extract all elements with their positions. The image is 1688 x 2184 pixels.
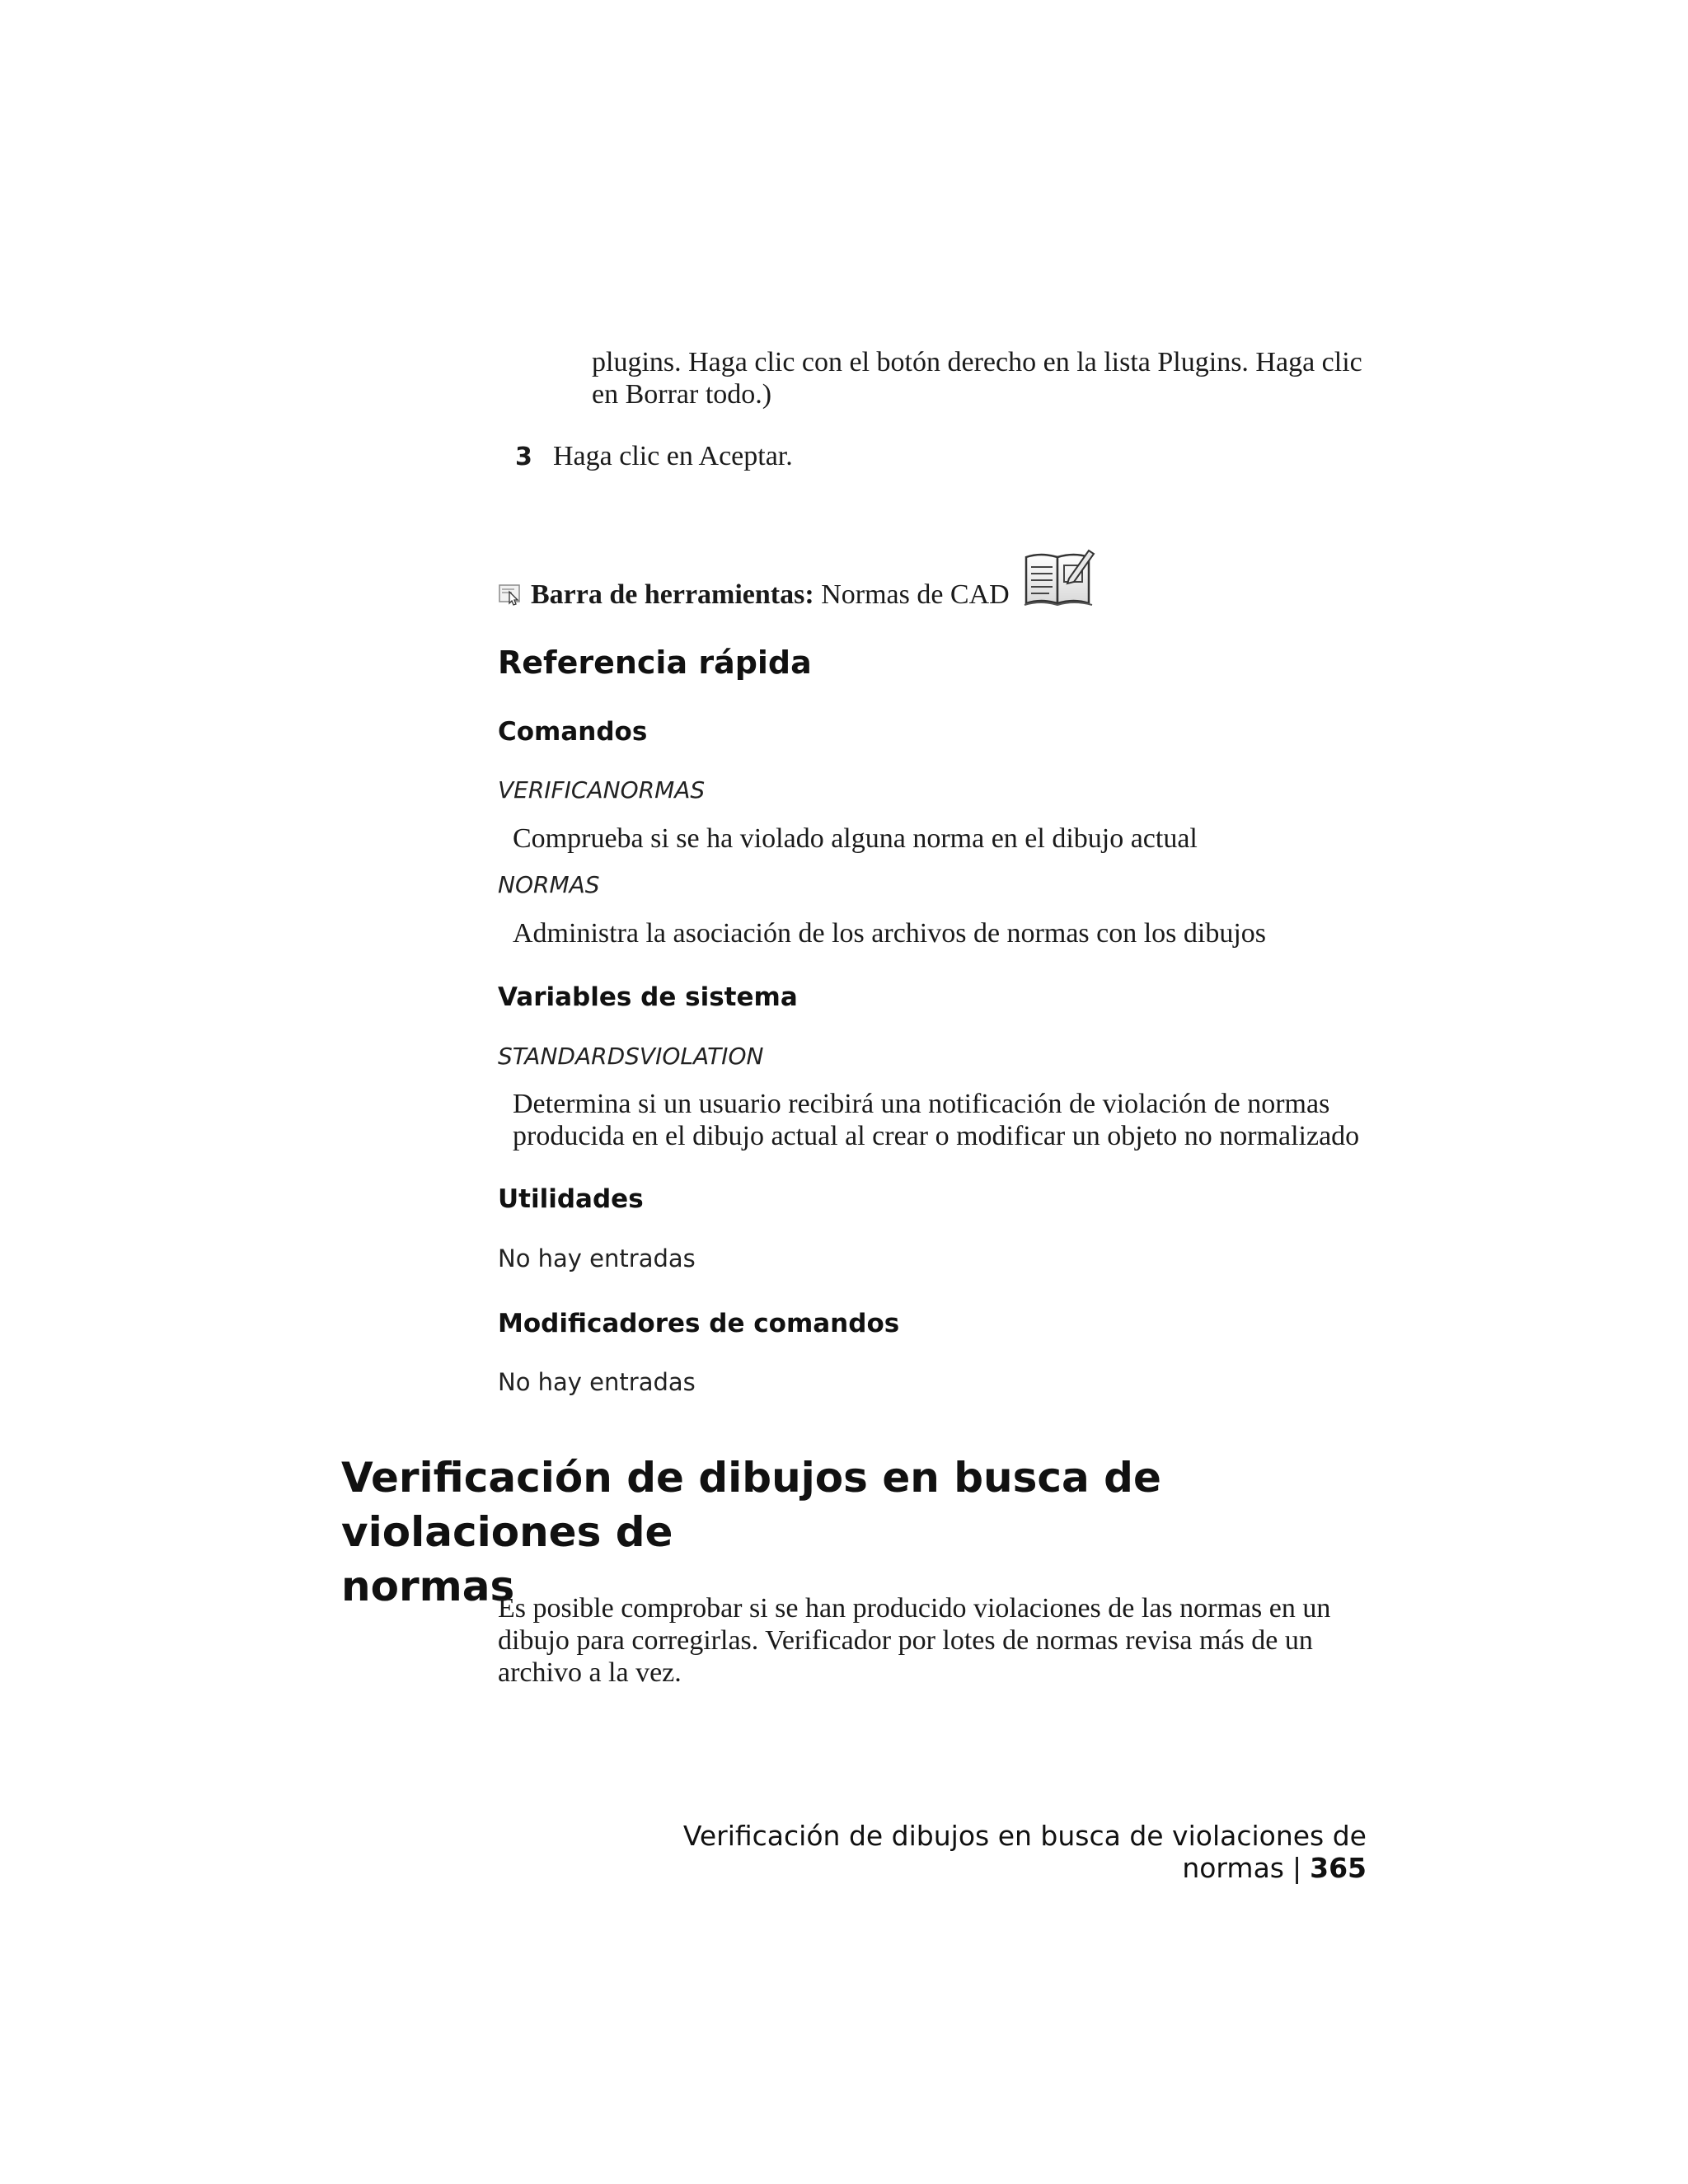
- system-variable-name: STANDARDSVIOLATION: [498, 1043, 764, 1070]
- section-title-line-2: normas: [341, 1563, 515, 1610]
- toolbar-pointer-icon: [498, 582, 523, 607]
- continuation-line-2: en Borrar todo.): [592, 379, 772, 410]
- step-continuation-text: [592, 346, 1383, 410]
- command-modifiers-empty-text: No hay entradas: [498, 1368, 696, 1396]
- running-title: Verificación de dibujos en busca de violaciones de normas: [682, 1820, 1367, 1884]
- continuation-line-1: plugins. Haga clic con el botón derecho en la lista Plugins. Haga clic: [592, 347, 1362, 377]
- page-footer: [498, 1820, 1367, 1884]
- quick-reference-heading: Referencia rápida: [498, 644, 812, 681]
- system-variables-heading: Variables de sistema: [498, 982, 798, 1012]
- step-number: 3: [515, 443, 532, 471]
- cad-standards-book-icon: [1021, 546, 1095, 610]
- system-variable-description-line-1: Determina si un usuario recibirá una notificación de violación de normas: [513, 1089, 1330, 1119]
- toolbar-reference: [498, 562, 1404, 626]
- step-text: Haga clic en Aceptar.: [553, 441, 793, 471]
- footer-separator: |: [1292, 1852, 1302, 1884]
- section-title: [341, 1451, 1413, 1614]
- section-body-line-2: dibujo para corregirlas. Verificador por lotes de normas revisa más de un: [498, 1625, 1313, 1656]
- section-title-line-1: Verificación de dibujos en busca de violaciones de: [341, 1454, 1161, 1556]
- command-name: VERIFICANORMAS: [498, 776, 706, 804]
- command-description: Administra la asociación de los archivos de normas con los dibujos: [513, 918, 1267, 949]
- toolbar-label: Barra de herramientas:: [531, 579, 814, 610]
- command-description: Comprueba si se ha violado alguna norma en el dibujo actual: [513, 823, 1198, 854]
- toolbar-value: Normas de CAD: [821, 579, 1010, 610]
- section-body-line-1: Es posible comprobar si se han producido violaciones de las normas en un: [498, 1593, 1331, 1624]
- section-body-paragraph: [498, 1592, 1380, 1689]
- command-modifiers-heading: Modificadores de comandos: [498, 1309, 900, 1338]
- utilities-empty-text: No hay entradas: [498, 1244, 696, 1272]
- step-3: [515, 440, 1339, 473]
- section-body-line-3: archivo a la vez.: [498, 1657, 682, 1688]
- commands-heading: Comandos: [498, 717, 648, 747]
- command-name: NORMAS: [498, 871, 600, 898]
- utilities-heading: Utilidades: [498, 1184, 644, 1214]
- page-number: 365: [1310, 1852, 1367, 1884]
- system-variable-description: [513, 1088, 1403, 1152]
- system-variable-description-line-2: producida en el dibujo actual al crear o modificar un objeto no normalizado: [513, 1121, 1360, 1151]
